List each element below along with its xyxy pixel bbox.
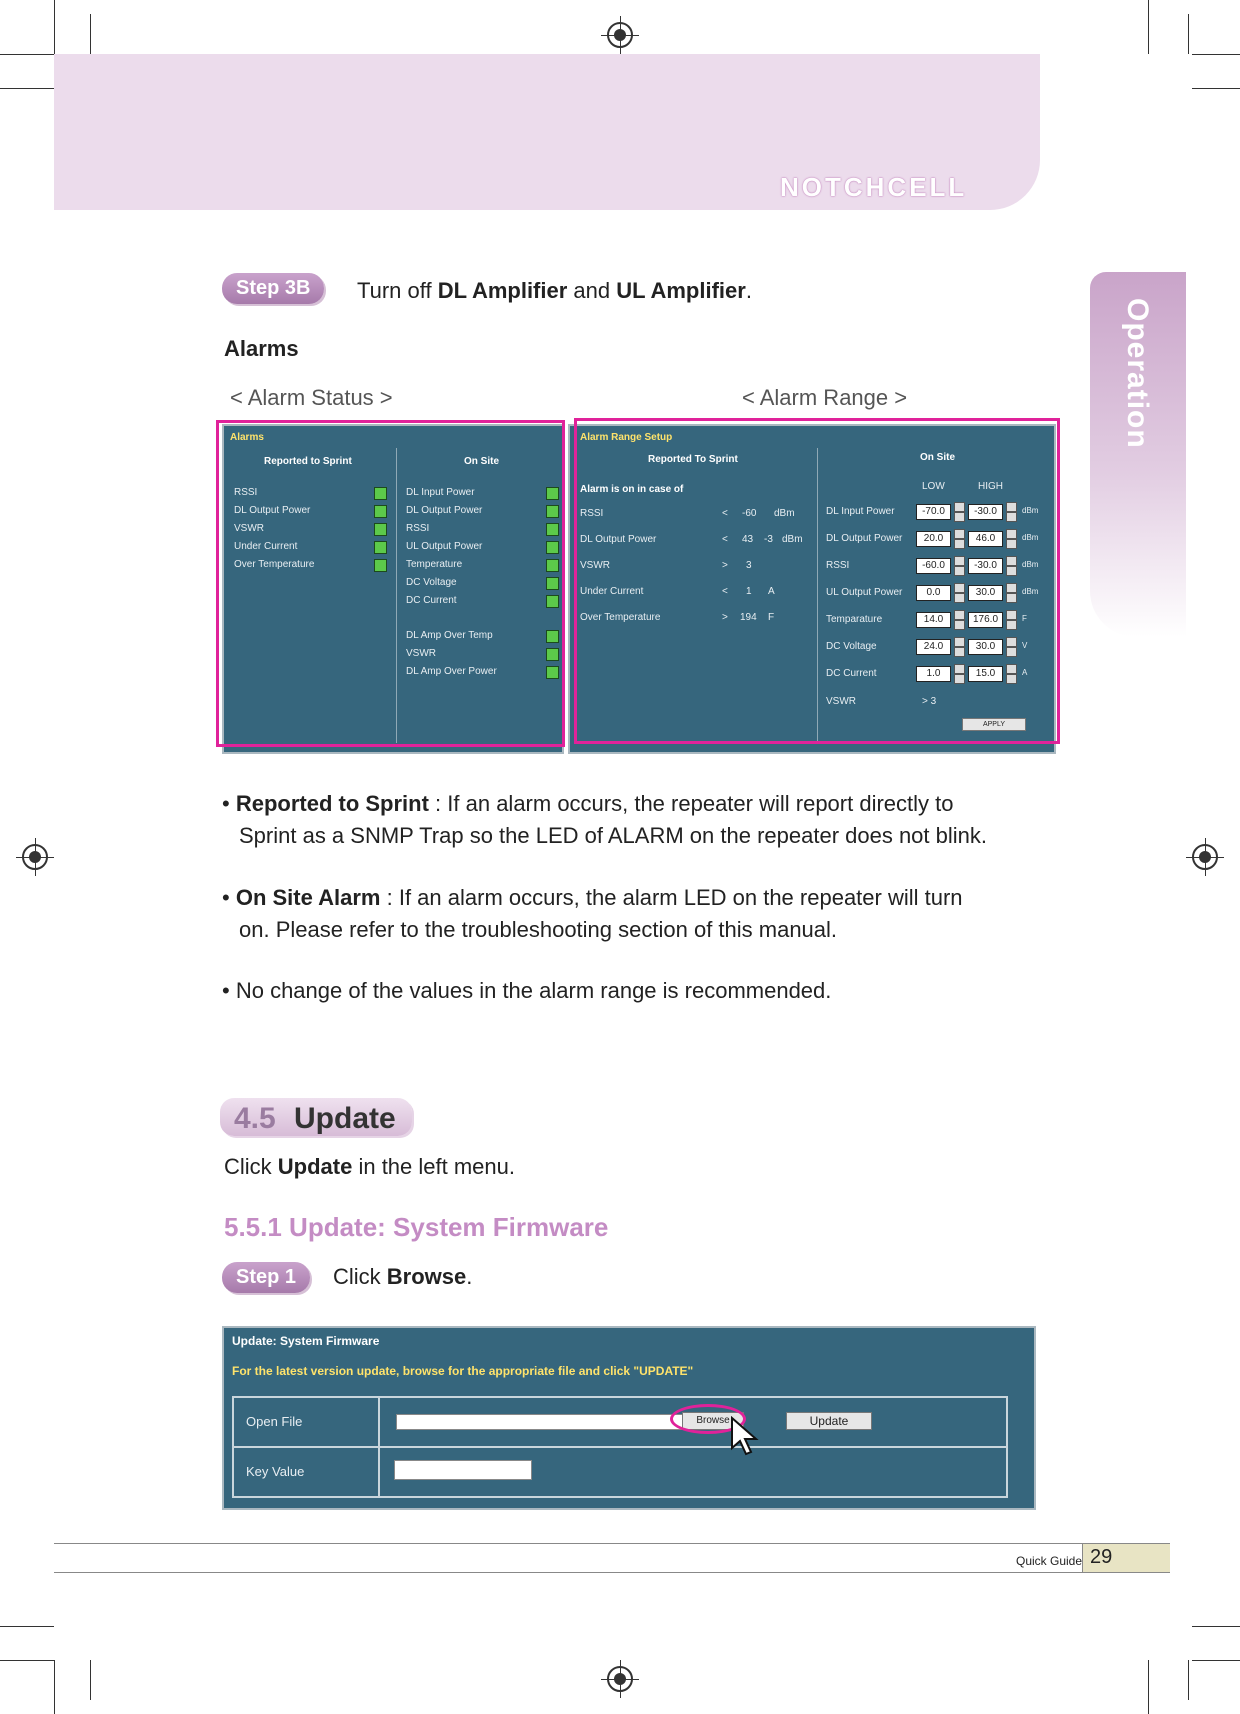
low-input[interactable]: -60.0 — [916, 558, 951, 574]
range-unit: A — [1022, 668, 1028, 677]
range-unit: dBm — [782, 534, 803, 545]
list-item: UL Output Power — [406, 541, 483, 552]
high-input[interactable]: -30.0 — [968, 504, 1003, 520]
side-tab-label: Operation — [1121, 298, 1154, 449]
step-badge: Step 1 — [222, 1262, 310, 1293]
panel-title: Alarms — [230, 432, 264, 443]
high-label: HIGH — [978, 481, 1003, 492]
range-value: 3 — [746, 560, 752, 571]
alarm-range-caption: < Alarm Range > — [742, 385, 908, 410]
file-path-input[interactable] — [396, 1414, 688, 1430]
list-item: Over Temperature — [234, 559, 315, 570]
high-input[interactable]: -30.0 — [968, 558, 1003, 574]
range-row-label: DL Output Power — [580, 534, 657, 545]
update-button[interactable]: Update — [786, 1412, 872, 1430]
range-offset: -3 — [764, 534, 773, 545]
crop-mark — [1148, 1660, 1149, 1714]
firmware-form — [232, 1396, 1008, 1498]
column-header: Reported To Sprint — [648, 454, 738, 465]
registration-mark-icon — [607, 22, 633, 48]
range-row-label: RSSI — [826, 560, 850, 571]
range-value: 43 — [742, 534, 754, 545]
high-input[interactable]: 15.0 — [968, 666, 1003, 682]
range-row-label: VSWR — [580, 560, 610, 571]
divider — [378, 1398, 380, 1496]
range-row-label: UL Output Power — [826, 587, 903, 598]
crop-mark — [90, 1660, 91, 1700]
range-operator: < — [722, 586, 728, 597]
highlight-frame — [574, 418, 1060, 744]
list-item: DC Current — [406, 595, 457, 606]
bullet-reported-to-sprint: • Reported to Sprint : If an alarm occurs, the repeater will report directly to — [222, 791, 954, 816]
divider — [234, 1446, 1006, 1448]
bullet-text: Sprint as a SNMP Trap so the LED of ALARM on the repeater does not blink. — [239, 823, 987, 848]
brand-logo: NOTCHCELL — [780, 172, 968, 202]
bullet-on-site-alarm: • On Site Alarm : If an alarm occurs, the alarm LED on the repeater will turn — [222, 885, 963, 910]
click-update-instruction: Click Update in the left menu. — [224, 1154, 515, 1179]
side-tab-operation — [1090, 272, 1186, 637]
range-unit: F — [768, 612, 775, 623]
range-unit: V — [1022, 641, 1028, 650]
step-badge: Step 3B — [222, 273, 324, 304]
range-value: > 3 — [922, 696, 937, 707]
low-input[interactable]: -70.0 — [916, 504, 951, 520]
range-operator: > — [722, 560, 728, 571]
range-row-label: Temparature — [826, 614, 883, 625]
section-header — [220, 1098, 412, 1136]
range-row-label: Over Temperature — [580, 612, 661, 623]
step-1-instruction: Click Browse. — [333, 1264, 473, 1289]
list-item: RSSI — [234, 487, 258, 498]
high-input[interactable]: 30.0 — [968, 585, 1003, 601]
high-input[interactable]: 30.0 — [968, 639, 1003, 655]
range-row-label: VSWR — [826, 696, 856, 707]
range-row-label: DL Output Power — [826, 533, 903, 544]
registration-mark-icon — [1192, 844, 1218, 870]
page-number: 29 — [1090, 1546, 1113, 1568]
low-input[interactable]: 20.0 — [916, 531, 951, 547]
key-value-label: Key Value — [246, 1464, 305, 1479]
range-unit: A — [768, 586, 775, 597]
range-unit: dBm — [1022, 560, 1039, 569]
range-row-label: RSSI — [580, 508, 604, 519]
registration-mark-icon — [22, 844, 48, 870]
list-item: Temperature — [406, 559, 463, 570]
apply-button[interactable]: APPLY — [962, 718, 1026, 731]
range-operator: < — [722, 508, 728, 519]
firmware-update-panel — [222, 1326, 1036, 1510]
range-unit: dBm — [1022, 587, 1039, 596]
crop-mark — [0, 54, 54, 55]
range-row-label: DC Voltage — [826, 641, 877, 652]
crop-mark — [0, 1660, 54, 1661]
footer-rule — [54, 1572, 1170, 1573]
high-input[interactable]: 176.0 — [968, 612, 1003, 628]
crop-mark — [54, 0, 55, 54]
crop-mark — [1188, 1660, 1189, 1700]
range-unit: F — [1022, 614, 1027, 623]
list-item: RSSI — [406, 523, 430, 534]
panel-instruction: For the latest version update, browse for the appropriate file and click "UPDATE" — [232, 1364, 694, 1378]
panel-title: Alarm Range Setup — [580, 432, 673, 443]
list-item: Under Current — [234, 541, 298, 552]
divider — [1082, 1544, 1083, 1572]
high-input[interactable]: 46.0 — [968, 531, 1003, 547]
list-item: DL Input Power — [406, 487, 475, 498]
footer-label: Quick Guide — [1016, 1554, 1083, 1568]
crop-mark — [1192, 1626, 1240, 1627]
crop-mark — [1188, 14, 1189, 54]
crop-mark — [54, 1660, 55, 1714]
section-number: 4.5 — [234, 1102, 276, 1135]
crop-mark — [1192, 54, 1240, 55]
mouse-cursor-icon — [730, 1416, 760, 1456]
list-item: VSWR — [234, 523, 264, 534]
subsection-title: 5.5.1 Update: System Firmware — [224, 1212, 609, 1242]
crop-mark — [1192, 88, 1240, 89]
range-value: 194 — [740, 612, 757, 623]
low-input[interactable]: 14.0 — [916, 612, 951, 628]
list-item: DL Amp Over Temp — [406, 630, 493, 641]
range-unit: dBm — [1022, 506, 1039, 515]
list-item: DC Voltage — [406, 577, 457, 588]
bullet-no-change: • No change of the values in the alarm range is recommended. — [222, 978, 832, 1003]
range-value: -60 — [742, 508, 757, 519]
crop-mark — [0, 1626, 54, 1627]
range-value: 1 — [746, 586, 752, 597]
low-label: LOW — [922, 481, 945, 492]
list-item: DL Output Power — [234, 505, 311, 516]
browse-button[interactable]: Browse — [682, 1412, 744, 1430]
range-row-label: DL Input Power — [826, 506, 895, 517]
list-item: VSWR — [406, 648, 436, 659]
range-operator: > — [722, 612, 728, 623]
highlight-frame — [216, 420, 565, 747]
crop-mark — [90, 14, 91, 54]
range-row-label: Under Current — [580, 586, 644, 597]
list-item: DL Output Power — [406, 505, 483, 516]
low-input[interactable]: 24.0 — [916, 639, 951, 655]
alarms-heading: Alarms — [224, 336, 299, 361]
list-item: DL Amp Over Power — [406, 666, 497, 677]
low-input[interactable]: 0.0 — [916, 585, 951, 601]
panel-title: Update: System Firmware — [232, 1334, 380, 1348]
column-header: On Site — [464, 456, 500, 467]
range-unit: dBm — [774, 508, 795, 519]
registration-mark-icon — [607, 1666, 633, 1692]
section-title: Update — [294, 1102, 396, 1135]
crop-mark — [1148, 0, 1149, 54]
column-header: On Site — [920, 452, 956, 463]
range-unit: dBm — [1022, 533, 1039, 542]
bullet-text: on. Please refer to the troubleshooting section of this manual. — [239, 917, 838, 942]
range-subheading: Alarm is on in case of — [580, 484, 684, 495]
key-value-input[interactable] — [394, 1460, 532, 1480]
low-input[interactable]: 1.0 — [916, 666, 951, 682]
range-operator: < — [722, 534, 728, 545]
step-3b-instruction: Turn off DL Amplifier and UL Amplifier. — [357, 278, 752, 303]
crop-mark — [1192, 1660, 1240, 1661]
footer-rule — [54, 1543, 1170, 1544]
column-header: Reported to Sprint — [264, 456, 352, 467]
open-file-label: Open File — [246, 1414, 303, 1429]
alarm-status-caption: < Alarm Status > — [230, 385, 393, 410]
crop-mark — [0, 88, 54, 89]
range-row-label: DC Current — [826, 668, 877, 679]
